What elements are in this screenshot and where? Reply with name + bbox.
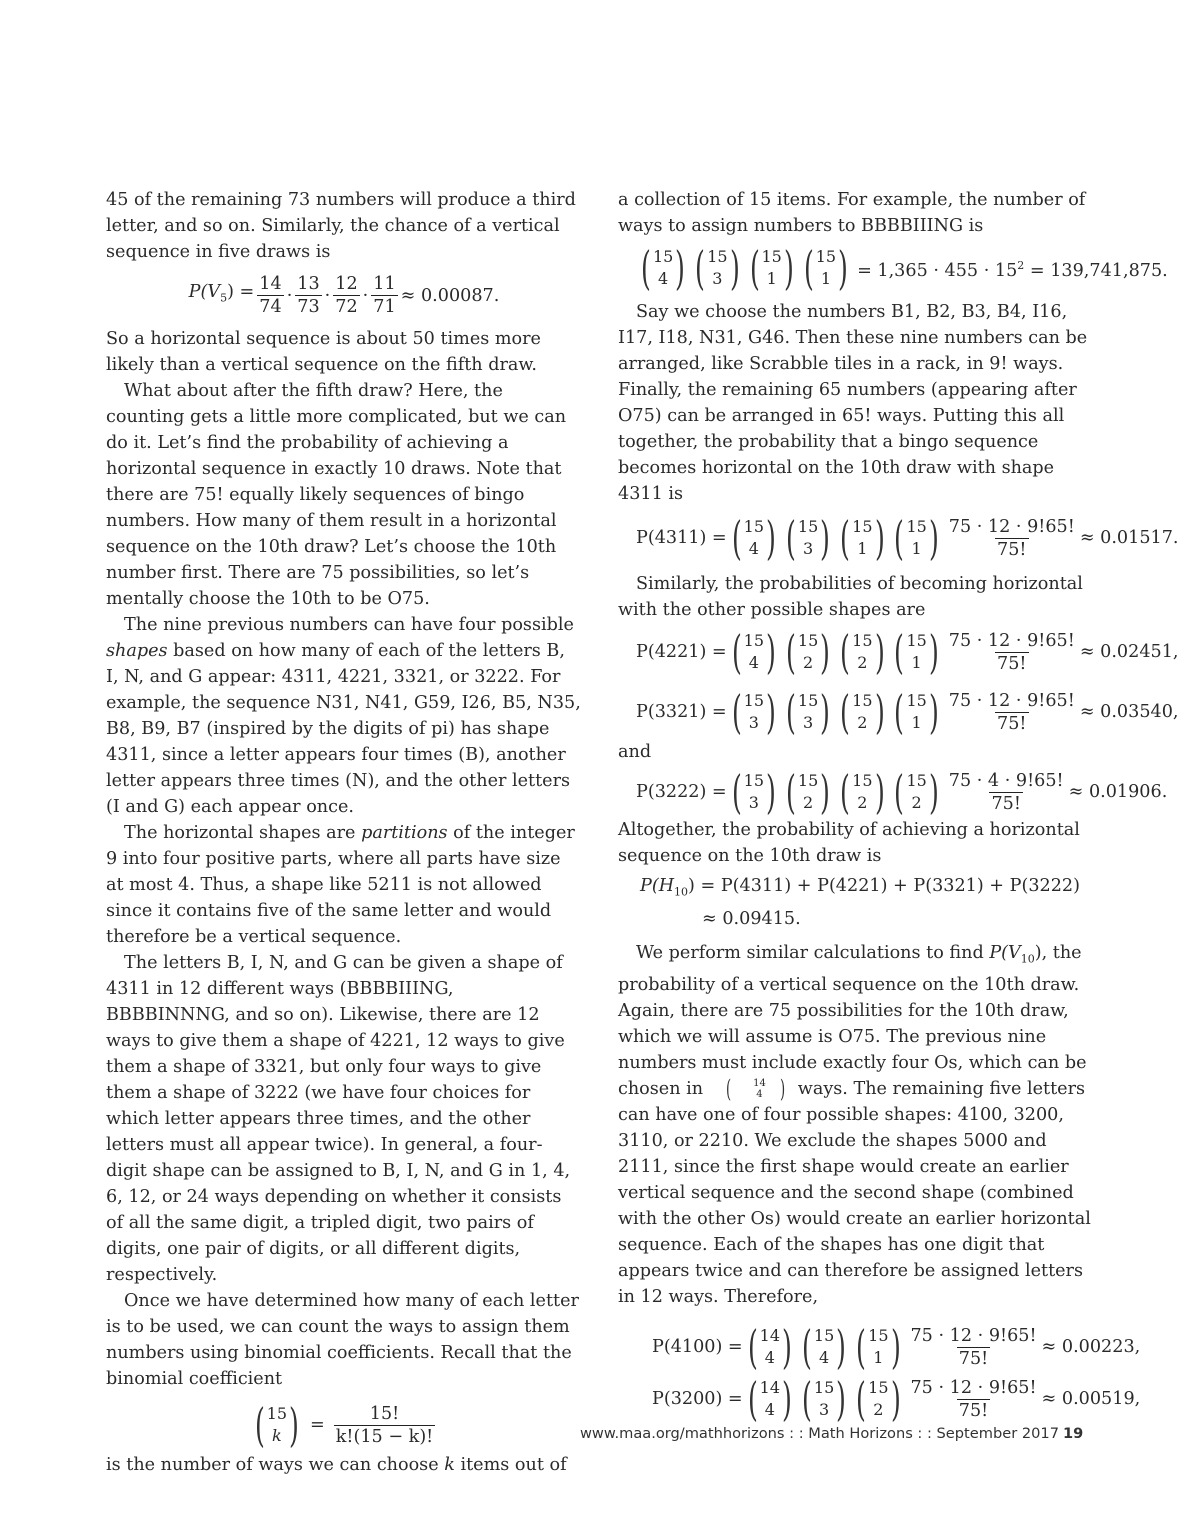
equation-bbbbiiing: ( 15 4 ) ( 15 3 ) ( 15 1 ) ( 15 1 ) = $1,365 \cdot 455 \cdot 15^2 = 139,741,875$. [641,241,1168,295]
equation-p4311: P(4311) = ( 15 4 ) ( 15 3 ) ( 15 1 ) ( 15 1 ) $\frac{75 \cdot 12 \cdot 9!65!}{75!}$ ≈ 0.01517. [636,511,1179,565]
paragraph: Once we have determined how many of each letter is to be used, we can count the ways to assign them numbers using binomial coefficients. Recall that the binomial coefficient [106,1291,579,1389]
paragraph: is the number of ways we can choose k items out of [106,1455,567,1475]
binomial: ( 14 4 ) [725,1075,786,1104]
page-number: 19 [1063,1425,1084,1442]
paragraph: Altogether, the probability of achieving a horizontal sequence on the 10th draw is [618,820,1080,866]
footer-text: www.maa.org/mathhorizons : : Math Horizons : : September 2017 [580,1425,1059,1442]
paragraph: What about after the fifth draw? Here, the counting gets a little more complicated, but we can do it. Let’s find the probability of achieving a horizontal sequence in exactly 10 draws. Note that there are 75! equally likely sequences of bingo numbers. How many of them result in a horizontal sequence on the 10th draw? Let’s choose the 10th number first. There are 75 possibilities, so let’s mentally choose the 10th to be O75. [106,381,567,609]
equation-pv5: $P(V_5)$ = $\frac{14}{74}$ · $\frac{13}{73}$ · $\frac{12}{72}$ · $\frac{11}{71}$ ≈ 0.00087. [188,274,500,317]
paragraph: Similarly, the probabilities of becoming horizontal with the other possible shapes are [618,574,1083,620]
paragraph: So a horizontal sequence is about 50 times more likely than a vertical sequence on the fifth draw. [106,329,541,375]
equation-binomial-definition: ( 15 k ) = $\frac{15!}{k!(15 - k)!}$ [106,1402,582,1448]
equation-p3222: P(3222) = ( 15 3 ) ( 15 2 ) ( 15 2 ) ( 15 2 ) $\frac{75 \cdot 4 \cdot 9!65!}{75!}$ ≈ 0.01906. [636,765,1168,819]
paragraph: The horizontal shapes are partitions of the integer 9 into four positive parts, where all parts have size at most 4. Thus, a shape like 5211 is not allowed since it contains five of the same letter and would therefore be a vertical sequence. [106,823,575,947]
page-footer [580,1425,1100,1442]
equation-p4221: P(4221) = ( 15 4 ) ( 15 2 ) ( 15 2 ) ( 15 1 ) $\frac{75 \cdot 12 \cdot 9!65!}{75!}$ ≈ 0.02451, [636,625,1179,679]
equation-ph10: $P(H_{10}) = P(4311) + P(4221) + P(3321) + P(3222)$ ≈ 0.09415. [640,876,1080,929]
fraction: $\frac{12}{72}$ [335,274,358,317]
left-column [106,187,582,1478]
paragraph: The nine previous numbers can have four possible shapes based on how many of each of the letters B, I, N, and G appear: 4311, 4221, 3321, or 3222. For example, the sequence N31, N41, G59, I26, B5, N35, B8, B9, B7 (inspired by the digits of pi) has shape 4311, since a letter appears four times (B), another letter appears three times (N), and the other letters (I and G) each appear once. [106,615,581,817]
right-column [618,187,1179,1428]
paragraph: a collection of 15 items. For example, the number of ways to assign numbers to BBBBIIING is [618,190,1086,236]
paragraph: and [618,742,652,762]
fraction: $\frac{11}{71}$ [373,274,396,317]
fraction: $\frac{14}{74}$ [259,274,282,317]
paragraph: We perform similar calculations to find $P(V_{10})$, the probability of a vertical sequence on the 10th draw. Again, there are 75 possibilities for the 10th draw, which we will assume is O75. The previous nine numbers must include exactly four Os, which can be chosen in ( 14 4 ) ways. The remaining five letters can have one of four possible shapes: 4100, 3200, 3110, or 2210. We exclude the shapes 5000 and 2111, since the first shape would create an earlier vertical sequence and the second shape (combined with the other Os) would create an earlier horizontal sequence. Each of the shapes has one digit that appears twice and can therefore be assigned letters in 12 ways. Therefore, [618,942,1091,1308]
binomial: ( 15 k ) [254,1398,299,1452]
fraction: $\frac{13}{73}$ [297,274,320,317]
paragraph: 45 of the remaining 73 numbers will produce a third letter, and so on. Similarly, the chance of a vertical sequence in five draws is [106,190,576,262]
equation-p3200: P(3200) = ( 14 4 ) ( 15 3 ) ( 15 2 ) $\frac{75 \cdot 12 \cdot 9!65!}{75!}$ ≈ 0.00519, [652,1372,1141,1427]
paragraph: Say we choose the numbers B1, B2, B3, B4, I16, I17, I18, N31, G46. Then these nine numbers can be arranged, like Scrabble tiles in a rack, in 9! ways. Finally, the remaining 65 numbers (appearing after O75) can be arranged in 65! ways. Putting this all together, the probability that a bingo sequence becomes horizontal on the 10th draw with shape 4311 is [618,302,1088,504]
equation-p3321: P(3321) = ( 15 3 ) ( 15 3 ) ( 15 2 ) ( 15 1 ) $\frac{75 \cdot 12 \cdot 9!65!}{75!}$ ≈ 0.03540, [636,685,1179,739]
equation-p4100: P(4100) = ( 14 4 ) ( 15 4 ) ( 15 1 ) $\frac{75 \cdot 12 \cdot 9!65!}{75!}$ ≈ 0.00223, [652,1320,1141,1375]
fraction: $\frac{15!}{k!(15 - k)!}$ [335,1403,434,1447]
paragraph: The letters B, I, N, and G can be given a shape of 4311 in 12 different ways (BBBBIIING, BBBBINNNG, and so on). Likewise, there are 12 ways to give them a shape of 4221, 12 ways to give them a shape of 3321, but only four ways to give them a shape of 3222 (we have four choices for which letter appears three times, and the other letters must all appear twice). In general, a four-digit shape can be assigned to B, I, N, and G in 1, 4, 6, 12, or 24 ways depending on whether it consists of all the same digit, a tripled digit, two pairs of digits, one pair of digits, or all different digits, respectively. [106,953,571,1285]
